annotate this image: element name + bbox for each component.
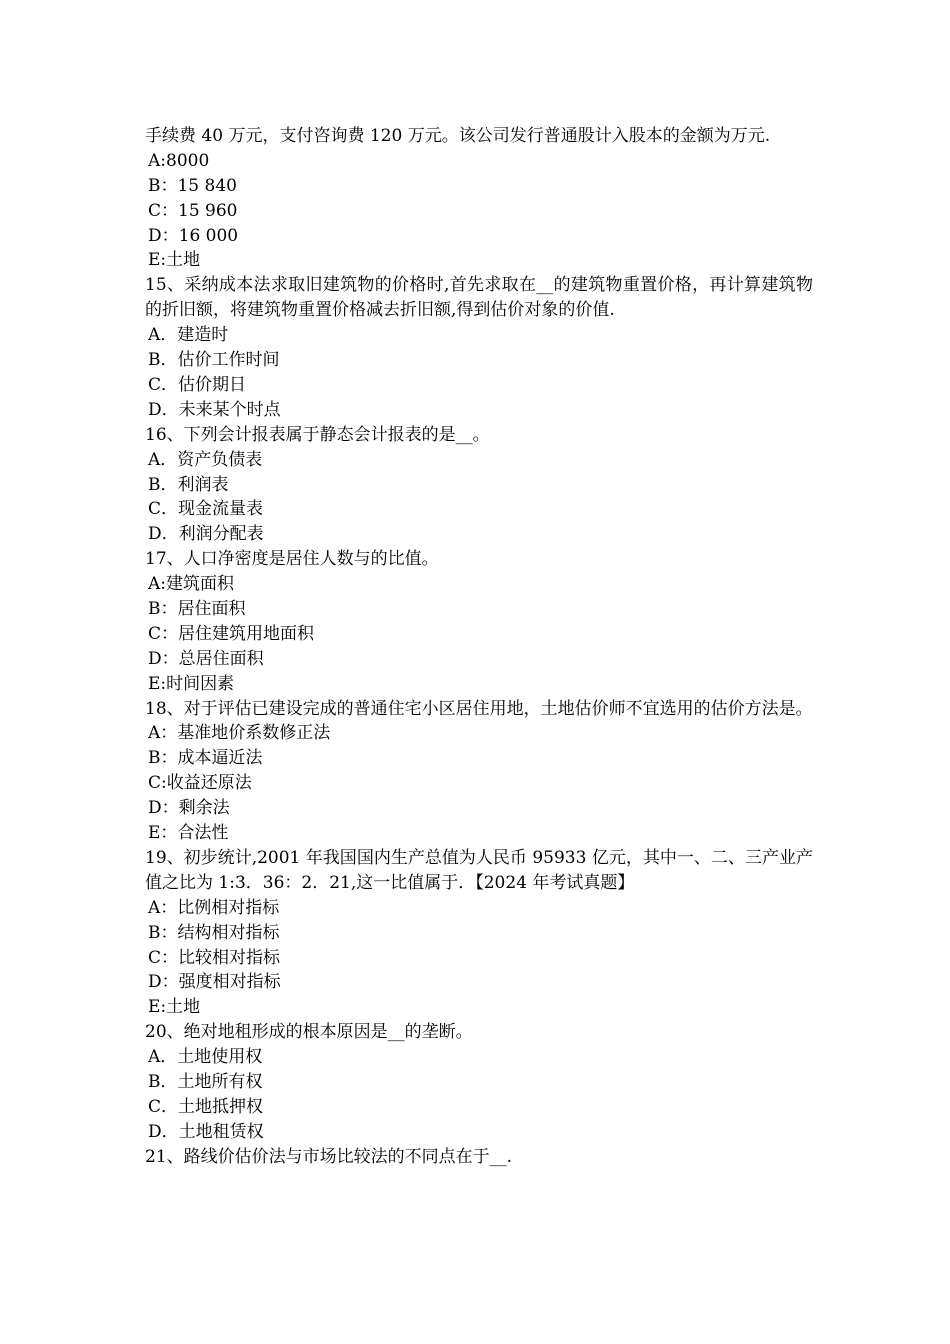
question-text: 20、绝对地租形成的根本原因是__的垄断。 [145, 1022, 473, 1043]
answer-option: D．未来某个时点 [148, 399, 281, 420]
answer-option: C．土地抵押权 [148, 1096, 264, 1117]
answer-option: A：基准地价系数修正法 [148, 723, 331, 744]
question-text: 17、人口净密度是居住人数与的比值。 [145, 549, 439, 570]
answer-option: B．土地所有权 [148, 1071, 263, 1092]
answer-option: C：15 960 [148, 200, 238, 221]
answer-option: C:收益还原法 [148, 773, 252, 794]
answer-option: C．估价期日 [148, 374, 247, 395]
question-text: 21、路线价估价法与市场比较法的不同点在于__. [145, 1146, 513, 1167]
answer-option: E:时间因素 [148, 673, 235, 694]
answer-option: C：居住建筑用地面积 [148, 623, 315, 644]
answer-option: B．利润表 [148, 474, 229, 495]
question-text: 手续费 40 万元，支付咨询费 120 万元。该公司发行普通股计入股本的金额为万元. [145, 126, 771, 146]
answer-option: D．利润分配表 [148, 524, 264, 545]
question-text: 18、对于评估已建设完成的普通住宅小区居住用地，土地估价师不宜选用的估价方法是。 [145, 698, 813, 719]
answer-option: A:8000 [148, 150, 210, 171]
answer-option: B．估价工作时间 [148, 350, 280, 371]
question-text: 19、初步统计,2001 年我国国内生产总值为人民币 95933 亿元，其中一、二、三产业产值之比为 1:3．36：2．21,这一比值属于．【2024 年考试真题】 [145, 847, 813, 893]
document-body [145, 124, 813, 1170]
answer-option: C：比较相对指标 [148, 947, 281, 968]
answer-option: D．土地租赁权 [148, 1121, 264, 1142]
answer-option: D：剩余法 [148, 798, 230, 819]
answer-option: A．资产负债表 [148, 449, 263, 470]
answer-option: D：强度相对指标 [148, 972, 281, 993]
answer-option: D：16 000 [148, 225, 239, 246]
answer-option: A：比例相对指标 [148, 897, 280, 918]
answer-option: E:土地 [148, 997, 201, 1018]
answer-option: B：15 840 [148, 175, 237, 196]
answer-option: C．现金流量表 [148, 499, 264, 520]
answer-option: A:建筑面积 [148, 574, 235, 595]
question-text: 15、采纳成本法求取旧建筑物的价格时,首先求取在__的建筑物重置价格，再计算建筑物的折旧额，将建筑物重置价格减去折旧额,得到估价对象的价值. [145, 275, 813, 321]
answer-option: E：合法性 [148, 823, 229, 844]
answer-option: D：总居住面积 [148, 648, 264, 669]
answer-option: E:土地 [148, 250, 201, 271]
answer-option: A．建造时 [148, 325, 229, 346]
answer-option: A．土地使用权 [148, 1047, 263, 1068]
answer-option: B：居住面积 [148, 599, 246, 619]
answer-option: B：结构相对指标 [148, 922, 280, 943]
answer-option: B：成本逼近法 [148, 748, 263, 769]
question-text: 16、下列会计报表属于静态会计报表的是__。 [145, 424, 490, 445]
